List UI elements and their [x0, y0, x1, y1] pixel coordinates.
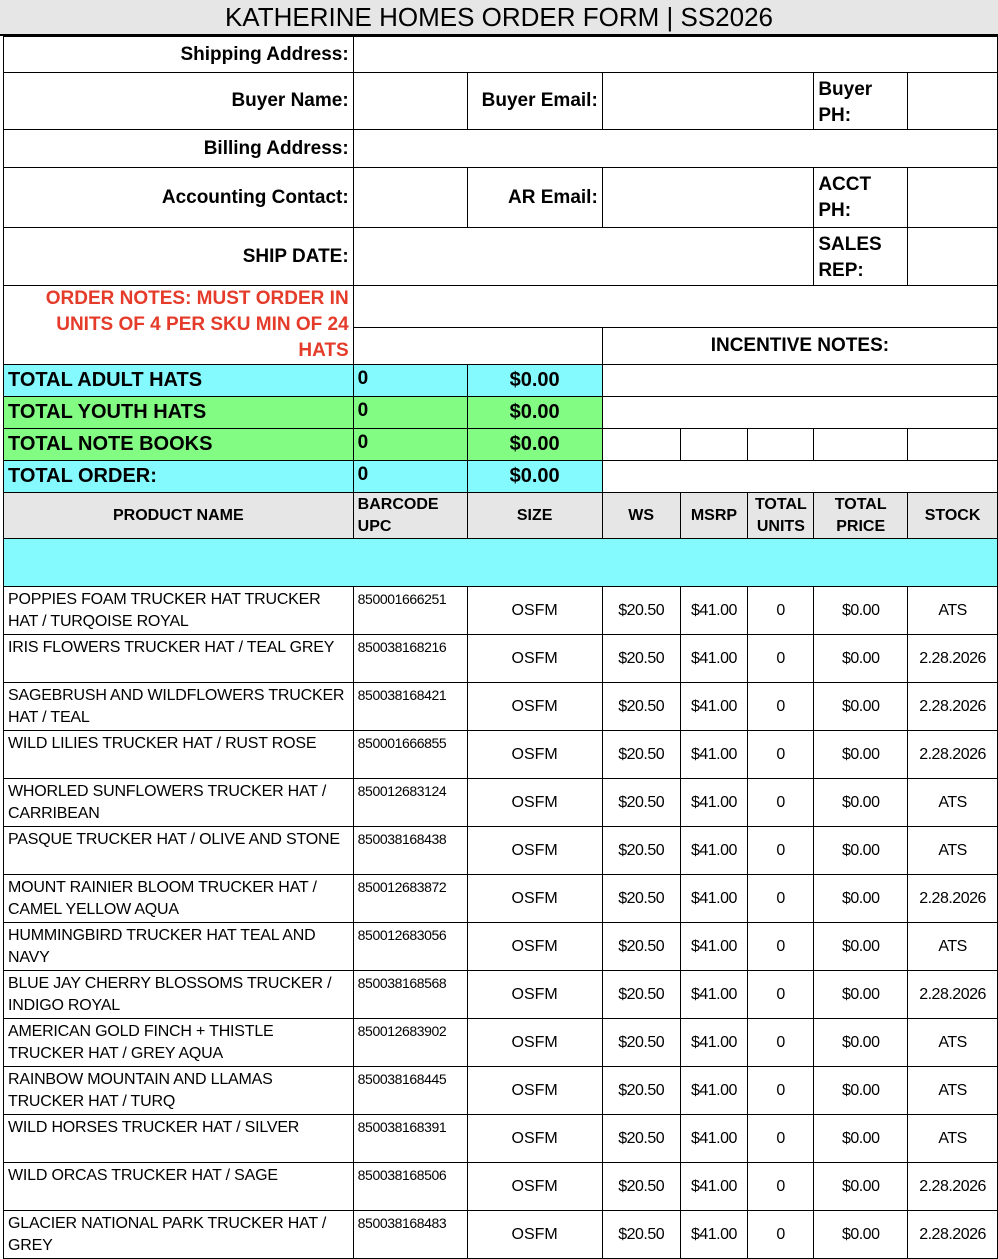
product-upc: 850038168445	[353, 1067, 467, 1115]
product-row	[4, 1067, 998, 1115]
ship-date-label: SHIP DATE:	[4, 228, 354, 286]
sales-rep-field[interactable]	[908, 228, 998, 286]
shipping-address-field[interactable]	[353, 37, 997, 73]
product-name: RAINBOW MOUNTAIN AND LLAMAS TRUCKER HAT / TURQ	[4, 1067, 354, 1115]
shipping-address-label: Shipping Address:	[4, 37, 354, 73]
accounting-contact-label: Accounting Contact:	[4, 168, 354, 228]
product-total-price: $0.00	[814, 731, 908, 779]
incentive-notes-field[interactable]	[602, 397, 997, 429]
product-stock: 2.28.2026	[908, 1211, 998, 1259]
product-total-units[interactable]: 0	[748, 587, 814, 635]
billing-address-field[interactable]	[353, 130, 997, 168]
summary-label: TOTAL ORDER:	[4, 461, 354, 493]
product-total-units[interactable]: 0	[748, 827, 814, 875]
product-stock: 2.28.2026	[908, 731, 998, 779]
product-name: PASQUE TRUCKER HAT / OLIVE AND STONE	[4, 827, 354, 875]
product-total-units[interactable]: 0	[748, 1019, 814, 1067]
product-row	[4, 1211, 998, 1259]
blank-cell[interactable]	[908, 429, 998, 461]
product-msrp: $41.00	[680, 827, 748, 875]
product-total-units[interactable]: 0	[748, 875, 814, 923]
summary-count: 0	[353, 461, 467, 493]
product-stock: ATS	[908, 827, 998, 875]
product-name: WHORLED SUNFLOWERS TRUCKER HAT / CARRIBEAN	[4, 779, 354, 827]
buyer-email-label: Buyer Email:	[467, 73, 602, 130]
product-name: SAGEBRUSH AND WILDFLOWERS TRUCKER HAT / TEAL	[4, 683, 354, 731]
incentive-notes-field[interactable]	[602, 461, 997, 493]
product-name: IRIS FLOWERS TRUCKER HAT / TEAL GREY	[4, 635, 354, 683]
summary-count: 0	[353, 365, 467, 397]
product-ws: $20.50	[602, 635, 680, 683]
product-upc: 850038168483	[353, 1211, 467, 1259]
blank-cell[interactable]	[748, 429, 814, 461]
order-notes: ORDER NOTES: MUST ORDER IN UNITS OF 4 PER SKU MIN OF 24 HATS	[4, 286, 354, 365]
summary-label: TOTAL NOTE BOOKS	[4, 429, 354, 461]
product-ws: $20.50	[602, 971, 680, 1019]
blank-cell[interactable]	[602, 429, 680, 461]
product-size: OSFM	[467, 635, 602, 683]
product-total-units[interactable]: 0	[748, 683, 814, 731]
product-size: OSFM	[467, 923, 602, 971]
incentive-notes-label: INCENTIVE NOTES:	[602, 327, 997, 364]
product-total-price: $0.00	[814, 1067, 908, 1115]
product-size: OSFM	[467, 971, 602, 1019]
product-row	[4, 971, 998, 1019]
ar-email-label: AR Email:	[467, 168, 602, 228]
product-total-units[interactable]: 0	[748, 1163, 814, 1211]
product-total-units[interactable]: 0	[748, 779, 814, 827]
product-size: OSFM	[467, 827, 602, 875]
product-stock: ATS	[908, 923, 998, 971]
product-msrp: $41.00	[680, 1163, 748, 1211]
product-upc: 850012683902	[353, 1019, 467, 1067]
product-msrp: $41.00	[680, 1067, 748, 1115]
buyer-email-field[interactable]	[602, 73, 814, 130]
product-stock: 2.28.2026	[908, 1163, 998, 1211]
product-upc: 850001666855	[353, 731, 467, 779]
product-total-units[interactable]: 0	[748, 971, 814, 1019]
blank-cell[interactable]	[680, 429, 748, 461]
product-row	[4, 731, 998, 779]
summary-amount: $0.00	[467, 461, 602, 493]
product-stock: ATS	[908, 1019, 998, 1067]
product-ws: $20.50	[602, 1211, 680, 1259]
product-msrp: $41.00	[680, 971, 748, 1019]
product-row	[4, 779, 998, 827]
summary-count: 0	[353, 429, 467, 461]
product-total-price: $0.00	[814, 875, 908, 923]
product-ws: $20.50	[602, 923, 680, 971]
product-msrp: $41.00	[680, 635, 748, 683]
product-total-price: $0.00	[814, 1211, 908, 1259]
blank-cell[interactable]	[814, 429, 908, 461]
product-total-price: $0.00	[814, 1115, 908, 1163]
product-upc: 850038168421	[353, 683, 467, 731]
product-total-units[interactable]: 0	[748, 1211, 814, 1259]
product-ws: $20.50	[602, 779, 680, 827]
product-name: HUMMINGBIRD TRUCKER HAT TEAL AND NAVY	[4, 923, 354, 971]
col-header-size: SIZE	[467, 493, 602, 539]
product-stock: ATS	[908, 1115, 998, 1163]
product-ws: $20.50	[602, 1067, 680, 1115]
product-msrp: $41.00	[680, 779, 748, 827]
product-stock: ATS	[908, 1067, 998, 1115]
form-title: KATHERINE HOMES ORDER FORM | SS2026	[0, 0, 998, 36]
product-list	[4, 587, 998, 1259]
summary-amount: $0.00	[467, 397, 602, 429]
product-ws: $20.50	[602, 731, 680, 779]
accounting-contact-field[interactable]	[353, 168, 467, 228]
product-upc: 850001666251	[353, 587, 467, 635]
product-size: OSFM	[467, 587, 602, 635]
acct-ph-label: ACCT PH:	[814, 168, 908, 228]
product-stock: ATS	[908, 779, 998, 827]
product-total-price: $0.00	[814, 779, 908, 827]
product-total-price: $0.00	[814, 1163, 908, 1211]
notes-blank-cell[interactable]	[353, 327, 602, 364]
product-upc: 850012683124	[353, 779, 467, 827]
product-row	[4, 1019, 998, 1067]
product-stock: 2.28.2026	[908, 683, 998, 731]
product-total-price: $0.00	[814, 971, 908, 1019]
product-size: OSFM	[467, 1019, 602, 1067]
product-size: OSFM	[467, 683, 602, 731]
col-header-total-units: TOTAL UNITS	[748, 493, 814, 539]
buyer-ph-field[interactable]	[908, 73, 998, 130]
product-name: WILD LILIES TRUCKER HAT / RUST ROSE	[4, 731, 354, 779]
product-total-price: $0.00	[814, 1019, 908, 1067]
product-msrp: $41.00	[680, 923, 748, 971]
summary-amount: $0.00	[467, 365, 602, 397]
sales-rep-label: SALES REP:	[814, 228, 908, 286]
product-msrp: $41.00	[680, 1115, 748, 1163]
product-size: OSFM	[467, 1211, 602, 1259]
product-upc: 850038168391	[353, 1115, 467, 1163]
product-size: OSFM	[467, 1067, 602, 1115]
product-msrp: $41.00	[680, 587, 748, 635]
product-total-units[interactable]: 0	[748, 1115, 814, 1163]
product-row	[4, 1163, 998, 1211]
summary-label: TOTAL YOUTH HATS	[4, 397, 354, 429]
product-msrp: $41.00	[680, 1211, 748, 1259]
order-form-table	[3, 36, 998, 1259]
product-row	[4, 875, 998, 923]
buyer-ph-label: Buyer PH:	[814, 73, 908, 130]
product-name: POPPIES FOAM TRUCKER HAT TRUCKER HAT / TURQOISE ROYAL	[4, 587, 354, 635]
product-row	[4, 587, 998, 635]
product-name: AMERICAN GOLD FINCH + THISTLE TRUCKER HAT / GREY AQUA	[4, 1019, 354, 1067]
buyer-name-field[interactable]	[353, 73, 467, 130]
product-msrp: $41.00	[680, 731, 748, 779]
product-total-price: $0.00	[814, 587, 908, 635]
product-upc: 850038168506	[353, 1163, 467, 1211]
product-total-price: $0.00	[814, 683, 908, 731]
product-stock: 2.28.2026	[908, 971, 998, 1019]
product-name: WILD HORSES TRUCKER HAT / SILVER	[4, 1115, 354, 1163]
product-stock: 2.28.2026	[908, 875, 998, 923]
product-total-units[interactable]: 0	[748, 1067, 814, 1115]
product-row	[4, 683, 998, 731]
product-total-price: $0.00	[814, 923, 908, 971]
product-name: BLUE JAY CHERRY BLOSSOMS TRUCKER / INDIGO ROYAL	[4, 971, 354, 1019]
product-name: GLACIER NATIONAL PARK TRUCKER HAT / GREY	[4, 1211, 354, 1259]
product-stock: ATS	[908, 587, 998, 635]
product-ws: $20.50	[602, 827, 680, 875]
product-upc: 850038168216	[353, 635, 467, 683]
col-header-barcode: BARCODE UPC	[353, 493, 467, 539]
product-upc: 850038168438	[353, 827, 467, 875]
summary-amount: $0.00	[467, 429, 602, 461]
acct-ph-field[interactable]	[908, 168, 998, 228]
buyer-name-label: Buyer Name:	[4, 73, 354, 130]
product-stock: 2.28.2026	[908, 635, 998, 683]
product-upc: 850012683872	[353, 875, 467, 923]
ar-email-field[interactable]	[602, 168, 814, 228]
summary-count: 0	[353, 397, 467, 429]
summary-label: TOTAL ADULT HATS	[4, 365, 354, 397]
product-row	[4, 827, 998, 875]
product-total-units[interactable]: 0	[748, 923, 814, 971]
billing-address-label: Billing Address:	[4, 130, 354, 168]
product-ws: $20.50	[602, 587, 680, 635]
product-total-price: $0.00	[814, 827, 908, 875]
order-notes-field[interactable]	[353, 286, 997, 328]
ship-date-field[interactable]	[353, 228, 814, 286]
col-header-stock: STOCK	[908, 493, 998, 539]
product-msrp: $41.00	[680, 1019, 748, 1067]
product-total-units[interactable]: 0	[748, 731, 814, 779]
product-ws: $20.50	[602, 1115, 680, 1163]
product-total-price: $0.00	[814, 635, 908, 683]
category-band	[4, 539, 998, 587]
product-ws: $20.50	[602, 683, 680, 731]
col-header-total-price: TOTAL PRICE	[814, 493, 908, 539]
product-upc: 850012683056	[353, 923, 467, 971]
product-size: OSFM	[467, 731, 602, 779]
product-row	[4, 923, 998, 971]
col-header-product-name: PRODUCT NAME	[4, 493, 354, 539]
product-msrp: $41.00	[680, 875, 748, 923]
col-header-msrp: MSRP	[680, 493, 748, 539]
product-total-units[interactable]: 0	[748, 635, 814, 683]
product-row	[4, 1115, 998, 1163]
product-msrp: $41.00	[680, 683, 748, 731]
product-row	[4, 635, 998, 683]
product-upc: 850038168568	[353, 971, 467, 1019]
product-name: WILD ORCAS TRUCKER HAT / SAGE	[4, 1163, 354, 1211]
product-size: OSFM	[467, 779, 602, 827]
product-name: MOUNT RAINIER BLOOM TRUCKER HAT / CAMEL YELLOW AQUA	[4, 875, 354, 923]
product-ws: $20.50	[602, 1163, 680, 1211]
product-ws: $20.50	[602, 875, 680, 923]
product-ws: $20.50	[602, 1019, 680, 1067]
col-header-ws: WS	[602, 493, 680, 539]
product-size: OSFM	[467, 1115, 602, 1163]
incentive-notes-field[interactable]	[602, 365, 997, 397]
product-size: OSFM	[467, 875, 602, 923]
product-size: OSFM	[467, 1163, 602, 1211]
